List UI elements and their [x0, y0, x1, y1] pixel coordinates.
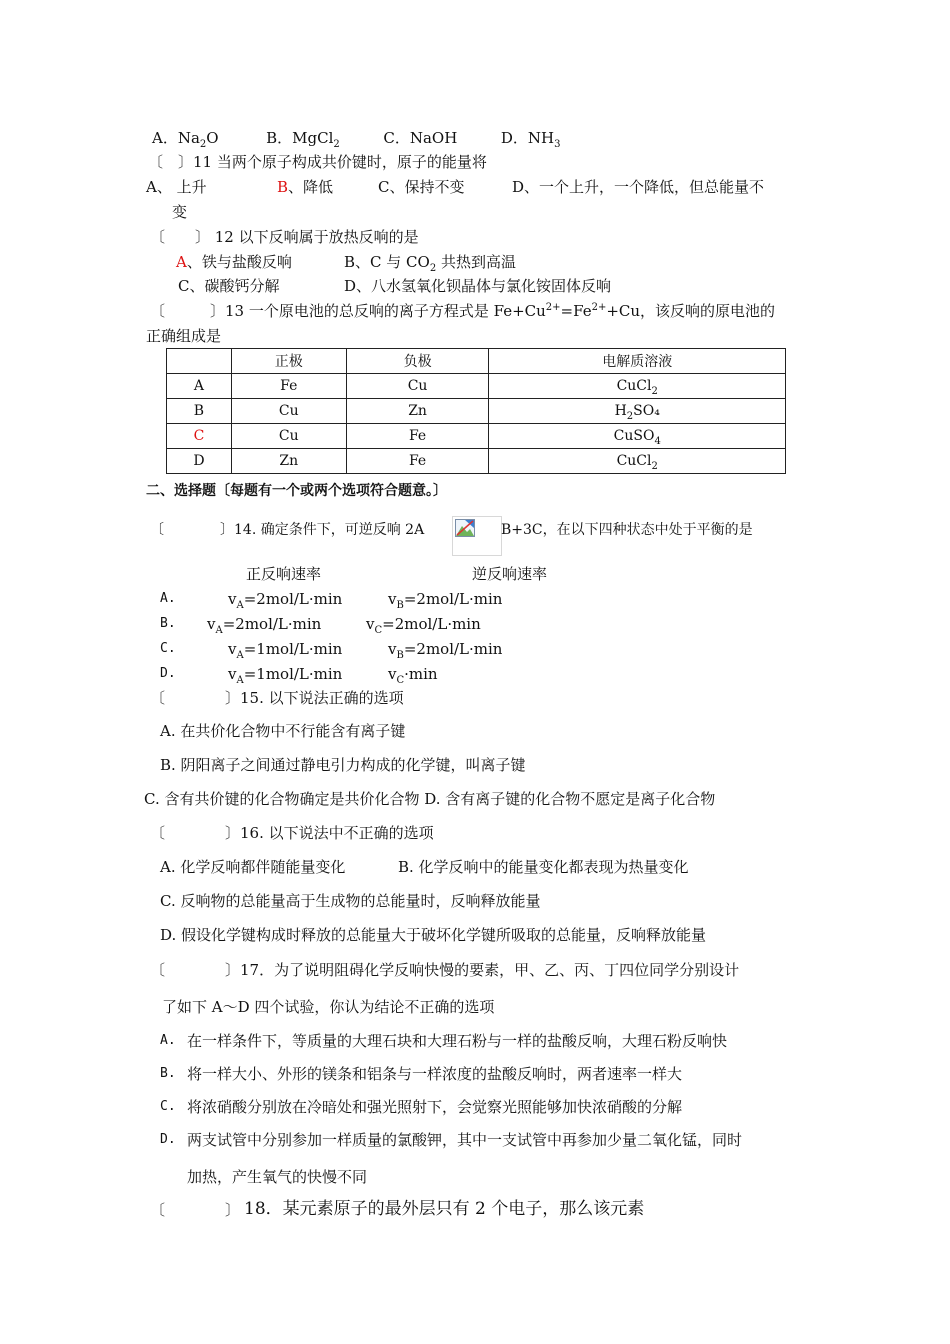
q13-stem: 〔 〕13 一个原电池的总反响的离子方程式是 $Fe+Cu^{2+}=Fe^{2+}+Cu$，该反响的原电池的 [150, 302, 776, 320]
table-cell-negative: Zn [346, 399, 489, 424]
table-cell-positive: Fe [231, 374, 346, 399]
table-cell-positive: Zn [231, 449, 346, 474]
q17-option-label: D. [160, 1132, 176, 1147]
q12-option-b: B、C 与 $CO_2$ 共热到高温 [344, 253, 516, 274]
q10-option-a: A．$Na_2O$ [152, 129, 219, 150]
q18-bracket: 〔 〕 [150, 1201, 241, 1219]
q14-option-forward: $v_A=1mol/L\cdot\min$ [228, 665, 343, 686]
q16-stem: 〔 〕16. 以下说法中不正确的选项 [150, 824, 434, 842]
table-header-row [167, 349, 786, 374]
table-cell-electrolyte: CuCl$_2$ [489, 449, 786, 474]
table-header-cell: 电解质溶液 [489, 349, 786, 374]
q17-option-label: C. [160, 1099, 176, 1114]
q13-stem-cont: 正确组成是 [146, 327, 222, 345]
q13-table [166, 348, 786, 474]
q11-option-d-cont: 变 [172, 203, 188, 221]
q17-stem: 〔 〕17．为了说明阻碍化学反响快慢的要素，甲、乙、丙、丁四位同学分别设计 [150, 961, 740, 979]
q12-answer-mark: A [176, 253, 187, 271]
q14-option-reverse: $v_B=2mol/L\cdot\min$ [388, 590, 503, 611]
q16-option-a: A. 化学反响都伴随能量变化 [160, 858, 346, 876]
q10-options [152, 128, 560, 148]
q15-option-cd: C. 含有共价键的化合物确定是共价化合物 D. 含有离子键的化合物不愿定是离子化合物 [144, 790, 716, 808]
table-cell-option: D [167, 449, 232, 474]
q12-option-a: A、铁与盐酸反响 [176, 253, 292, 271]
q10-option-c: C．NaOH [383, 129, 458, 147]
q11-option-d: D、一个上升，一个降低，但总能量不 [512, 178, 765, 196]
table-cell-positive: Cu [231, 424, 346, 449]
table-row [167, 374, 786, 399]
q14-stem-pre: 〔 〕14. 确定条件下，可逆反响 2A [150, 522, 425, 538]
q14-col-reverse: 逆反响速率 [472, 565, 548, 583]
q15-stem: 〔 〕15. 以下说法正确的选项 [150, 689, 404, 707]
table-cell-option: B [167, 399, 232, 424]
q17-option-a: 在一样条件下，等质量的大理石块和大理石粉与一样的盐酸反响，大理石粉反响快 [187, 1032, 728, 1050]
q17-stem-cont: 了如下 A～D 四个试验，你认为结论不正确的选项 [162, 998, 495, 1016]
q17-option-label: B. [160, 1066, 176, 1081]
table-cell-electrolyte: $H_2SO_4$ [489, 399, 786, 424]
table-cell-negative: Fe [346, 449, 489, 474]
q12-option-c: C、碳酸钙分解 [178, 277, 280, 295]
q14-option-label: A. [160, 591, 176, 606]
q16-option-b: B. 化学反响中的能量变化都表现为热量变化 [398, 858, 689, 876]
q17-option-c: 将浓硝酸分别放在冷暗处和强光照射下，会觉察光照能够加快浓硝酸的分解 [187, 1098, 683, 1116]
q11-stem: 〔 〕11 当两个原子构成共价键时，原子的能量将 [148, 153, 487, 171]
q14-stem-post: B+3C，在以下四种状态中处于平衡的是 [501, 522, 753, 538]
q11-option-a: A、 上升 [146, 178, 207, 196]
table-row [167, 424, 786, 449]
q17-option-label: A. [160, 1033, 176, 1048]
table-row [167, 449, 786, 474]
q15-option-a: A. 在共价化合物中不行能含有离子键 [160, 722, 406, 740]
q12-stem: 〔 〕 12 以下反响属于放热反响的是 [150, 228, 419, 246]
section-heading: 二、选择题〔每题有一个或两个选项符合题意。〕 [146, 483, 447, 499]
table-cell-positive: Cu [231, 399, 346, 424]
table-header-cell: 负极 [346, 349, 489, 374]
q15-option-b: B. 阴阳离子之间通过静电引力构成的化学键，叫离子键 [160, 756, 526, 774]
q11-option-c: C、保持不变 [378, 178, 465, 196]
table-cell-option: A [167, 374, 232, 399]
q14-option-forward: $v_A=2mol/L\cdot\min$ [228, 590, 343, 611]
q18-stem: 18．某元素原子的最外层只有 2 个电子，那么该元素 [244, 1199, 645, 1219]
table-row [167, 399, 786, 424]
q17-option-d: 两支试管中分别参加一样质量的氯酸钾，其中一支试管中再参加少量二氧化锰，同时 [187, 1131, 743, 1149]
q16-option-d: D. 假设化学键构成时释放的总能量大于破坏化学键所吸取的总能量，反响释放能量 [160, 926, 707, 944]
q14-option-label: B. [160, 616, 176, 631]
q10-option-d: D．$NH_3$ [500, 129, 561, 150]
broken-image-icon [452, 516, 502, 556]
q14-option-reverse: $v_C\cdot\min$ [388, 665, 438, 686]
table-cell-electrolyte: CuSO$_4$ [489, 424, 786, 449]
table-cell-electrolyte: CuCl$_2$ [489, 374, 786, 399]
q14-option-forward: $v_A=1mol/L\cdot\min$ [228, 640, 343, 661]
table-header-cell [167, 349, 232, 374]
q14-option-label: C. [160, 641, 176, 656]
q10-option-b: B．MgCl$_2$ [266, 129, 340, 150]
q17-option-b: 将一样大小、外形的镁条和铝条与一样浓度的盐酸反响时，两者速率一样大 [187, 1065, 683, 1083]
table-header-cell: 正极 [231, 349, 346, 374]
q17-option-d-cont: 加热，产生氧气的快慢不同 [187, 1168, 368, 1186]
q14-option-forward: $v_A=2mol/L\cdot\min$ [207, 615, 322, 636]
q11-option-b: B、降低 [277, 178, 334, 196]
table-cell-option-answer: C [167, 424, 232, 449]
q12-option-d: D、八水氢氧化钡晶体与氯化铵固体反响 [344, 277, 612, 295]
q14-col-forward: 正反响速率 [246, 565, 322, 583]
table-cell-negative: Cu [346, 374, 489, 399]
q16-option-c: C. 反响物的总能量高于生成物的总能量时，反响释放能量 [160, 892, 541, 910]
q14-option-label: D. [160, 666, 176, 681]
q11-answer-mark: B [277, 178, 289, 196]
q14-option-reverse: $v_B=2mol/L\cdot\min$ [388, 640, 503, 661]
table-cell-negative: Fe [346, 424, 489, 449]
q14-option-reverse: $v_C=2mol/L\cdot\min$ [366, 615, 481, 636]
